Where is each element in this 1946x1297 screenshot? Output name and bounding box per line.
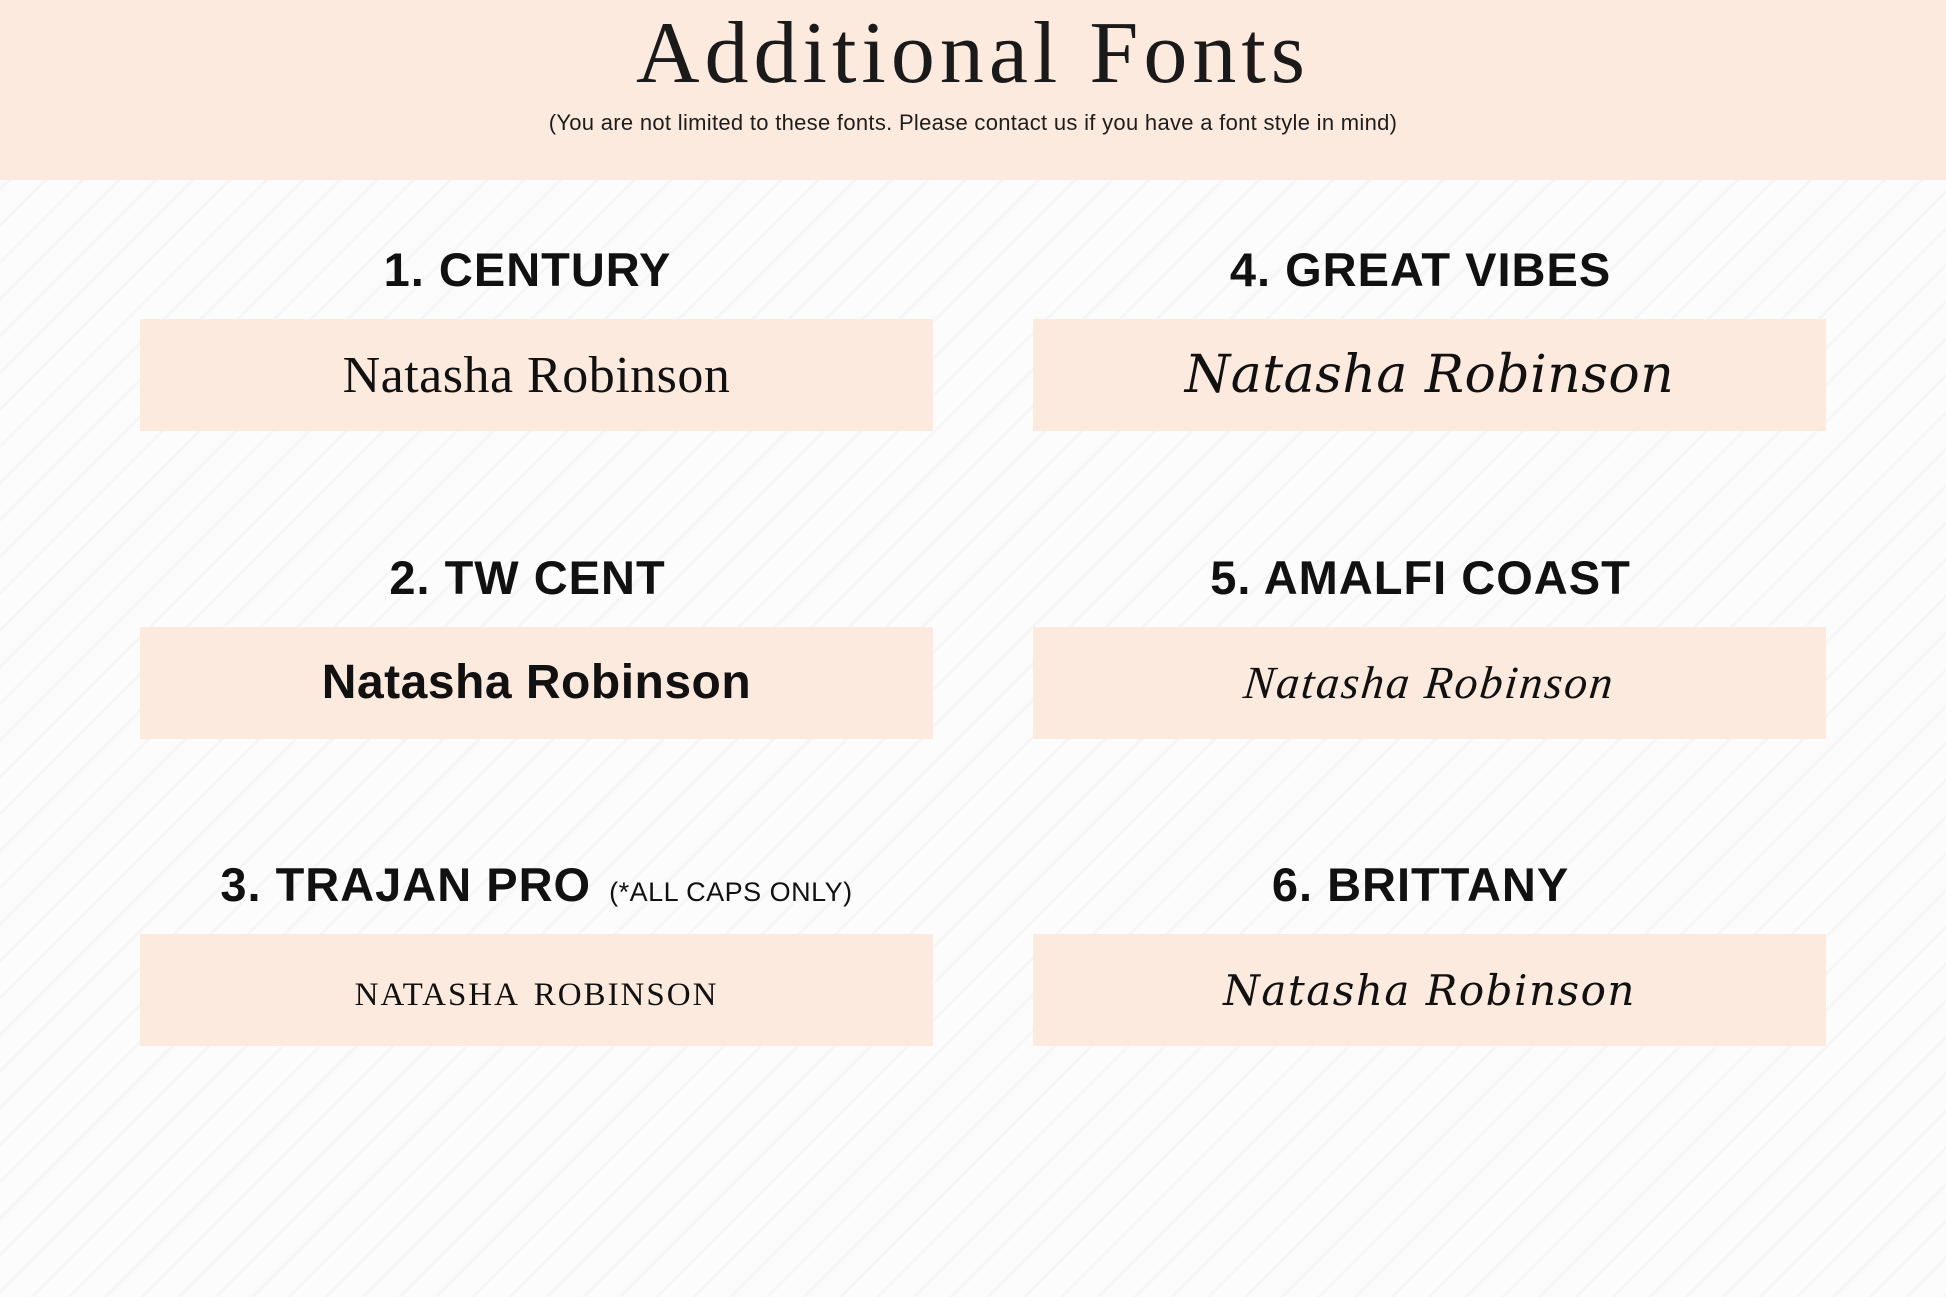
font-sample-text: Natasha Robinson xyxy=(342,346,731,404)
font-sample-text: Natasha Robinson xyxy=(1223,965,1636,1015)
font-sample-title: 2. TW CENT xyxy=(389,550,666,604)
font-sample-box xyxy=(140,934,933,1046)
font-sample-text: Natasha Robinson xyxy=(321,656,752,710)
font-sample-box xyxy=(1033,319,1826,431)
font-sample-text: Natasha Robinson xyxy=(1184,345,1675,405)
page-title: Additional Fonts xyxy=(635,5,1311,102)
font-sample-item xyxy=(140,242,933,532)
font-sample-item xyxy=(1033,242,1826,532)
font-sample-box xyxy=(140,627,933,739)
font-sample-title: 4. GREAT VIBES xyxy=(1229,243,1612,296)
font-sample-title: 1. CENTURY xyxy=(383,243,672,296)
font-sample-item xyxy=(1033,550,1826,840)
font-sample-box xyxy=(1033,934,1826,1046)
font-sample-box xyxy=(140,319,933,431)
font-sample-heading xyxy=(1230,242,1629,297)
font-sample-item xyxy=(140,550,933,840)
font-sample-heading xyxy=(384,242,690,297)
font-sample-heading xyxy=(389,550,683,605)
font-sample-heading xyxy=(1210,550,1649,605)
font-sample-box xyxy=(1033,627,1826,739)
page-header xyxy=(0,0,1946,180)
font-sample-title: 3. TRAJAN PRO xyxy=(220,858,592,912)
font-sample-item xyxy=(1033,857,1826,1147)
font-sample-title: 6. BRITTANY xyxy=(1271,858,1570,912)
font-sample-note: (*ALL CAPS ONLY) xyxy=(609,877,853,908)
font-sample-title: 5. AMALFI COAST xyxy=(1210,550,1631,604)
font-sample-item xyxy=(140,857,933,1147)
font-sample-text: Natasha Robinson xyxy=(1241,657,1618,709)
font-sample-text: natasha robinson xyxy=(354,964,719,1017)
page-subtitle: (You are not limited to these fonts. Please contact us if you have a font style in mind) xyxy=(548,110,1398,136)
font-sample-heading xyxy=(1272,857,1587,912)
font-sample-heading xyxy=(220,857,852,912)
font-samples-grid xyxy=(0,180,1946,1297)
